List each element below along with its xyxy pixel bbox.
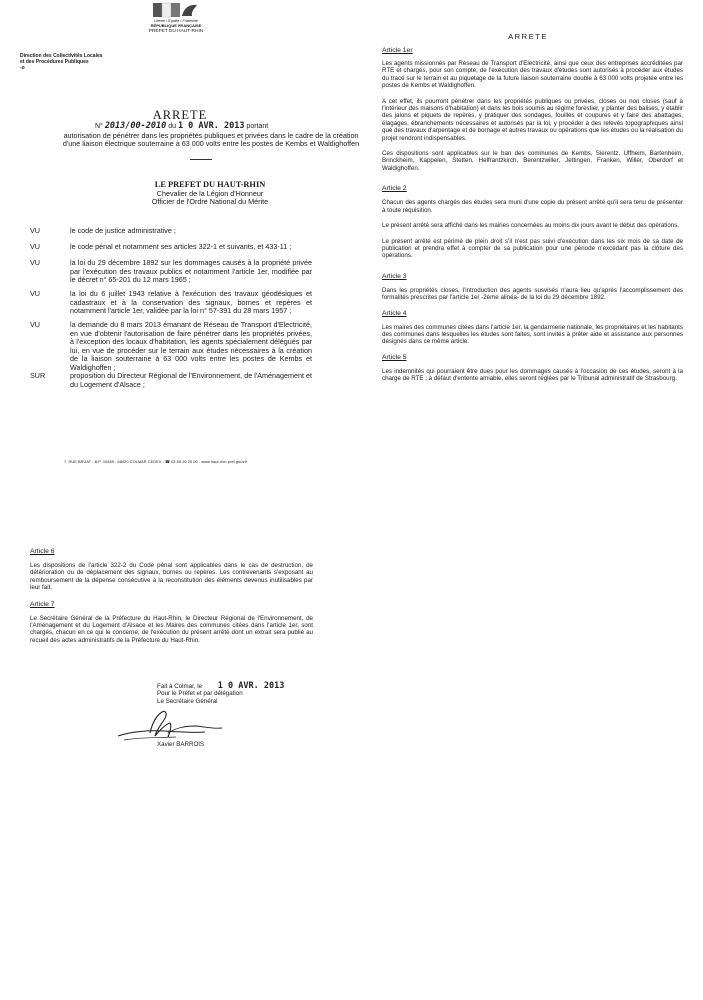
article-heading: Article 7 xyxy=(30,600,55,608)
sender-block xyxy=(20,53,180,71)
article-heading: Article 3 xyxy=(382,272,407,280)
left-title: ARRETE xyxy=(152,108,208,122)
article-paragraph: Dans les propriétés closes, l'introduction des agents susvisés n'aura lieu qu'après l'accomplissement des formalités prescrites par l'article 1er -2ème alinéa- de la loi du 29 décembre 1892. xyxy=(382,286,683,302)
article-paragraph: Les dispositions de l'article 322-2 du Code pénal sont applicables dans le cas de destruction, de détérioration ou de déplacement des signaux, bornes ou repères. Les contrevenants s'exposant au remboursement de la dépense consécutive à la reconstitution des éléments devenus inutilisables par leur fait. xyxy=(30,562,313,592)
signature-role: Le Secrétaire Général xyxy=(157,697,218,705)
signature-block xyxy=(157,683,317,705)
signatory-name: Xavier BARROIS xyxy=(157,741,205,748)
number-prefix: N° xyxy=(95,123,103,130)
sender-line-2: et des Procédures Publiques xyxy=(20,59,89,65)
vu-label: VU xyxy=(30,320,40,329)
prefet-block xyxy=(90,180,330,207)
vu-text: le code de justice administrative ; xyxy=(70,226,176,235)
vu-text: le code pénal et notamment ses articles 322-1 et suivants, et 433-11 ; xyxy=(70,242,292,251)
article-heading: Article 5 xyxy=(382,353,407,361)
sur-item xyxy=(30,372,312,389)
prefet-title: LE PREFET DU HAUT-RHIN xyxy=(154,180,266,189)
article-paragraph: Les maires des communes citées dans l'article 1er, la gendarmerie nationale, les propriétaires et les habitants des communes dans lesquelles les études sont faites, sont invités à prêter aide et assistance aux personnes désignés dans ce même article. xyxy=(382,323,683,346)
number-du: du xyxy=(168,123,176,130)
article-paragraph: Chacun des agents chargés des études sera muni d'une copie du présent arrêté qu'il sera tenu de présenter à toute réquisition. xyxy=(382,199,683,214)
prefet-line-1: Chevalier de la Légion d'Honneur xyxy=(156,188,264,198)
republic-label: RÉPUBLIQUE FRANÇAISE xyxy=(150,23,202,29)
sur-text: proposition du Directeur Régional de l'Environnement, de l'Aménagement et du Logement d'Alsace ; xyxy=(70,371,312,389)
article-paragraph: Le présent arrêté sera affiché dans les mairies concernées au moins dix jours avant le début des opérations. xyxy=(382,222,680,230)
vu-label: VU xyxy=(30,226,40,235)
motto: Liberté • Égalité • Fraternité xyxy=(154,19,198,23)
letterhead xyxy=(136,2,216,35)
signature-delegation: Pour le Préfet et par délégation xyxy=(157,690,243,698)
date-stamp: 1 0 AVR. 2013 xyxy=(177,121,245,131)
vu-item xyxy=(30,259,312,285)
vu-label: VU xyxy=(30,289,40,298)
vu-text: la loi du 29 décembre 1892 sur les dommages causés à la propriété privée par l'exécution des travaux publics et notamment l'article 1er, modifiée par le décret n° 65-201 du 12 mars 1965 ; xyxy=(70,258,312,285)
decree-number-line xyxy=(95,122,335,131)
marianne-logo xyxy=(151,2,201,18)
article-paragraph: Les indemnités qui pourraient être dues pour les dommages causés à l'occasion de ces études, seront à la charge de RTE ; à défaut d'entente amiable, elles seront réglées par le Tribunal administratif de Strasbourg. xyxy=(382,367,683,383)
vu-item xyxy=(30,243,312,252)
prefet-line-2: Officier de l'Ordre National du Mérite xyxy=(151,197,269,207)
signature-place: Fait à Colmar, le xyxy=(157,683,203,690)
article-heading: Article 1er xyxy=(382,47,413,54)
number-suffix: portant xyxy=(246,123,269,130)
article-heading: Article 2 xyxy=(382,185,407,193)
page-footer: 7, RUE BRUAT - B.P. 10489 - 68020 COLMAR CEDEX - ☎ 03 89 29 20 00 - www.haut-rhin.pref.gouv.fr xyxy=(64,459,248,464)
right-title: ARRETE xyxy=(508,32,548,41)
article-paragraph: Ces dispositions sont applicables sur le ban des communes de Kembs, Sierentz, Uffheim, Bartenheim, Brinckheim, Kappelen, Stetten, Helfrantzkirch, Berentzwiller, Jettingen, Franken, Willer, Oberdorf et Waldighoffen. xyxy=(382,150,683,172)
bottom-articles xyxy=(30,548,313,644)
article-paragraph: Le Secrétaire Général de la Préfecture du Haut-Rhin, le Directeur Régional de l'Environnement, de l'Aménagement et du Logement d'Alsace et les Maires des communes citées dans l'article 1er, sont chargés, chacun en ce qui le concerne, de l'exécution du présent arrêté dont un extrait sera publié au recueil des actes administratifs de la Préfecture du Haut-Rhin. xyxy=(30,614,313,644)
right-articles xyxy=(382,47,683,383)
article-paragraph: Les agents missionnés par Réseau de Transport d'Electricité, ainsi que ceux des entreprises accréditées par RTE et chargés, pour son compte, de l'exécution des travaux d'études sont autorisés à procéder aux études du tracé sur le terrain et au piquetage de la future liaison souterraine double à 63 000 volts projetée entre les postes de Kembs et Waldighoffen. xyxy=(382,60,683,90)
vu-label: VU xyxy=(30,242,40,251)
signature-place-line xyxy=(157,683,317,690)
vu-text: la demande du 8 mars 2013 émanant de Réseau de Transport d'Electricité, en vue d'obtenir l'autorisation de faire pénétrer dans les propriétés privées, à l'exception des locaux d'habitation, les agents spécialement délégués par lui, en vue de procéder sur le terrain aux études nécessaires à la création de la liaison souterraine à 63 000 volts entre les postes de Kembs et Waldighoffen ; xyxy=(70,320,312,372)
sender-line-1: Direction des Collectivités Locales xyxy=(20,53,103,59)
sur-label: SUR xyxy=(30,371,46,380)
separator-rule xyxy=(190,159,212,160)
sender-line-3: -o xyxy=(20,65,25,71)
vu-item xyxy=(30,321,312,373)
article-heading: Article 6 xyxy=(30,548,55,555)
article-heading: Article 4 xyxy=(382,309,407,317)
vu-item xyxy=(30,290,312,316)
handwritten-number: 2013/00-2010 xyxy=(104,121,167,131)
article-paragraph: A cet effet, ils pourront pénétrer dans les propriétés publiques ou privées, closes ou non closes (sauf à l'intérieur des maisons d'habitation) et dans les bois soumis au régime forestier, y planter des balises, y établir des jalons et piquets de repères, y pratiquer des sondages, fouilles et coupures et y faire des abattages, élagages, ébranchements nécessaires et autorisés par la loi, y procéder à des relevés topographiques ainsi que des travaux d'arpentage et de bornage et autres travaux ou opérations que les études ou la réalisation du projet rendront indispensables. xyxy=(382,97,683,142)
vu-label: VU xyxy=(30,258,40,267)
article-paragraph: Le présent arrêté est périmé de plein droit s'il n'est pas suivi d'exécution dans les six mois de sa date de publication et prendra effet à compter de sa publication pour une période n'excédant pas la clôture des opérations. xyxy=(382,237,683,260)
vu-text: la loi du 6 juillet 1943 relative à l'exécution des travaux géodésiques et cadastraux et à la conservation des signaux, bornes et repères et notamment l'article 1er, validée par la loi n° 57-391 du 28 mars 1957 ; xyxy=(70,289,312,316)
signature-date-stamp: 1 0 AVR. 2013 xyxy=(217,681,285,691)
handwritten-signature xyxy=(110,706,230,746)
decree-subject: autorisation de pénétrer dans les propriétés publiques et privées dans le cadre de la création d'une liaison électrique souterraine à 63 000 volts entre les postes de Kembs et Waldighoffen xyxy=(62,131,360,149)
prefecture-label: PREFET DU HAUT-RHIN xyxy=(148,29,204,35)
vu-item xyxy=(30,227,312,236)
